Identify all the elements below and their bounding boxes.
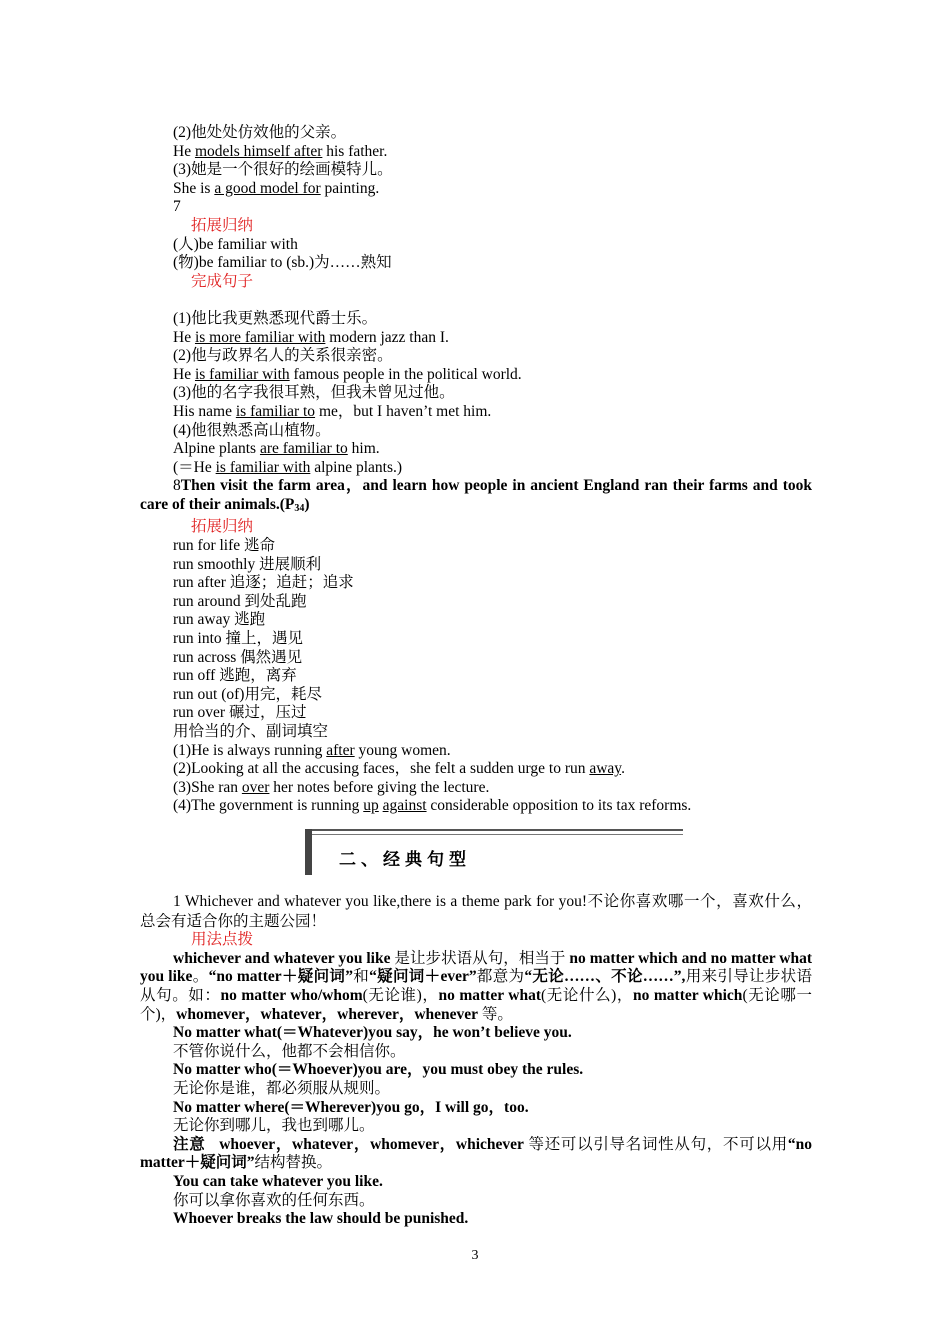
- answer-blank: is familiar with: [215, 458, 311, 476]
- chinese-prompt: (2)他处处仿效他的父亲。: [173, 124, 347, 141]
- item-number: 8: [173, 477, 181, 495]
- text-line: (人)be familiar with: [173, 235, 298, 253]
- key-sentence: [140, 477, 812, 518]
- section-tag: 完成句子: [191, 272, 254, 290]
- text: whichever and whatever you like: [173, 949, 391, 967]
- sentence-text: Then visit the farm area，and learn how people in ancient England ran their farms and took care of their animals.(P: [140, 477, 812, 513]
- answer-blank: models himself after: [194, 142, 323, 160]
- text: her notes before giving the lecture.: [269, 778, 490, 796]
- exercise-line: [140, 742, 812, 761]
- text: alpine plants.): [310, 458, 403, 476]
- answer-blank: a good model for: [214, 179, 321, 197]
- text: (1)He is always running: [173, 741, 327, 759]
- text: Alpine plants: [173, 440, 260, 458]
- example-translation: 无论你到哪儿，我也到哪儿。: [173, 1117, 375, 1135]
- example-sentence: You can take whatever you like.: [173, 1172, 383, 1190]
- text-line: (2)他与政界名人的关系很亲密。: [173, 347, 393, 365]
- text: famous people in the political world.: [289, 365, 522, 383]
- text: (＝He: [173, 458, 216, 476]
- content-block-top: [140, 124, 812, 816]
- phrase-item: run out (of)用完，耗尽: [173, 685, 322, 703]
- text: His name: [173, 402, 236, 420]
- text: him.: [347, 440, 380, 458]
- text: whoever，whatever，whomever，whichever: [219, 1135, 524, 1153]
- answer-blank: against: [382, 797, 427, 815]
- text-line: (物)be familiar to (sb.)为……熟知: [173, 254, 392, 272]
- text: painting.: [320, 179, 380, 197]
- exercise-line: [140, 779, 812, 798]
- text: He: [173, 328, 195, 346]
- text-line: [140, 366, 812, 385]
- answer-blank: after: [326, 741, 355, 759]
- example-translation: 你可以拿你喜欢的任何东西。: [173, 1191, 375, 1209]
- answer-blank: away: [589, 760, 622, 778]
- text: (无论哪一个)，: [140, 986, 812, 1023]
- text: (2)Looking at all the accusing faces，she felt a sudden urge to run: [173, 760, 590, 778]
- text: 都意为: [476, 968, 525, 986]
- text-line: [140, 329, 812, 348]
- page-ref: 34: [294, 502, 305, 514]
- example-translation: 不管你说什么，他都不会相信你。: [173, 1042, 406, 1060]
- text: (无论什么)，: [541, 986, 634, 1004]
- text-line: [140, 459, 812, 478]
- text-line: (3)他的名字我很耳熟，但我未曾见过他。: [173, 384, 455, 402]
- blank-line: [140, 291, 812, 310]
- text: (3)She ran: [173, 778, 242, 796]
- example-sentence: No matter where(＝Wherever)you go，I will go，too.: [173, 1098, 529, 1116]
- phrase-item: run away 逃跑: [173, 611, 266, 629]
- content-block-bottom: [140, 892, 812, 1229]
- note-paragraph: [140, 1136, 812, 1173]
- text: ): [304, 495, 310, 513]
- sentence-text: 1 Whichever and whatever you like,there is a theme park for you!: [173, 893, 587, 910]
- text: whomever，whatever，wherever，whenever: [176, 1005, 479, 1023]
- answer-blank: over: [241, 778, 270, 796]
- text: “无论……、不论……”,: [524, 968, 686, 986]
- example-sentence: No matter who(＝Whoever)you are，you must obey the rules.: [173, 1061, 584, 1079]
- text: 是让步状语从句，相当于: [390, 949, 570, 967]
- text: He: [173, 365, 195, 383]
- text-line: (1)他比我更熟悉现代爵士乐。: [173, 309, 378, 327]
- phrase-item: run off 逃跑，离弃: [173, 667, 297, 685]
- usage-paragraph: [140, 950, 812, 1024]
- text: modern jazz than I.: [325, 328, 449, 346]
- text: 等还可以引导名词性从句，不可以用: [523, 1135, 788, 1153]
- exercise-line: [140, 760, 812, 779]
- key-sentence: [140, 892, 812, 931]
- phrase-item: run across 偶然遇见: [173, 648, 303, 666]
- section-tag: 拓展归纳: [191, 216, 254, 234]
- banner-bar: [305, 829, 312, 875]
- answer-blank: up: [363, 797, 379, 815]
- text: 结构替换。: [254, 1154, 333, 1172]
- text-line: [140, 124, 812, 143]
- text: 等。: [478, 1005, 513, 1023]
- phrase-item: run for life 逃命: [173, 537, 276, 555]
- text: no matter which and no matter what you like: [140, 949, 812, 986]
- section-tag: 用法点拨: [191, 931, 254, 949]
- phrase-item: run around 到处乱跑: [173, 592, 307, 610]
- text: (无论谁)，: [362, 986, 439, 1004]
- task-instruction: 用恰当的介、副词填空: [173, 723, 329, 740]
- answer-blank: is familiar with: [194, 365, 290, 383]
- text: 。: [192, 968, 209, 986]
- text: 和: [352, 968, 370, 986]
- banner-rule: [312, 829, 683, 831]
- exercise-line: [140, 797, 812, 816]
- answer-blank: is more familiar with: [194, 328, 326, 346]
- text: (4)The government is running: [173, 797, 364, 815]
- text: 用来引导让步状语从句。如：: [140, 968, 812, 1004]
- page-number: 3: [471, 1248, 479, 1263]
- section-tag: 拓展归纳: [191, 518, 254, 536]
- text: no matter who/whom: [220, 986, 363, 1004]
- text: “no matter＋疑问词”: [208, 968, 353, 986]
- phrase-item: run smoothly 进展顺利: [173, 555, 322, 573]
- text: no matter what: [438, 986, 542, 1004]
- banner-rule: [312, 834, 683, 835]
- example-sentence: No matter what(＝Whatever)you say，he won’t believe you.: [173, 1024, 572, 1042]
- text: She is: [173, 179, 215, 197]
- text-line: [140, 143, 812, 162]
- item-number: 7: [173, 198, 181, 216]
- text: considerable opposition to its tax reforms.: [426, 797, 692, 815]
- text: no matter which: [633, 986, 743, 1004]
- phrase-item: run into 撞上，遇见: [173, 630, 304, 648]
- text: He: [173, 142, 195, 160]
- text-line: (4)他很熟悉高山植物。: [173, 421, 331, 439]
- chinese-prompt: (3)她是一个很好的绘画模特儿。: [173, 161, 393, 179]
- note-label: 注意: [173, 1135, 206, 1153]
- answer-blank: is familiar to: [235, 402, 316, 420]
- text-line: [140, 403, 812, 422]
- text: me，but I haven’t met him.: [315, 402, 492, 420]
- text: .: [621, 760, 625, 778]
- text: “疑问词＋ever”: [369, 968, 477, 986]
- section-banner: [305, 829, 683, 875]
- text-line: [140, 180, 812, 199]
- phrase-item: run over 碾过，压过: [173, 704, 307, 722]
- text-line: [140, 161, 812, 180]
- section-title: 二、经典句型: [339, 850, 471, 870]
- example-translation: 无论你是谁，都必须服从规则。: [173, 1079, 391, 1097]
- text-line: [140, 440, 812, 459]
- example-sentence: Whoever breaks the law should be punished.: [173, 1210, 469, 1228]
- phrase-item: run after 追逐；追赶；追求: [173, 574, 354, 592]
- text: young women.: [354, 741, 451, 759]
- text: “no matter＋疑问词”: [140, 1135, 812, 1172]
- answer-blank: are familiar to: [259, 440, 348, 458]
- sentence-translation: 不论你喜欢哪一个，喜欢什么，总会有适合你的主题公园！: [140, 892, 812, 930]
- text: his father.: [322, 142, 388, 160]
